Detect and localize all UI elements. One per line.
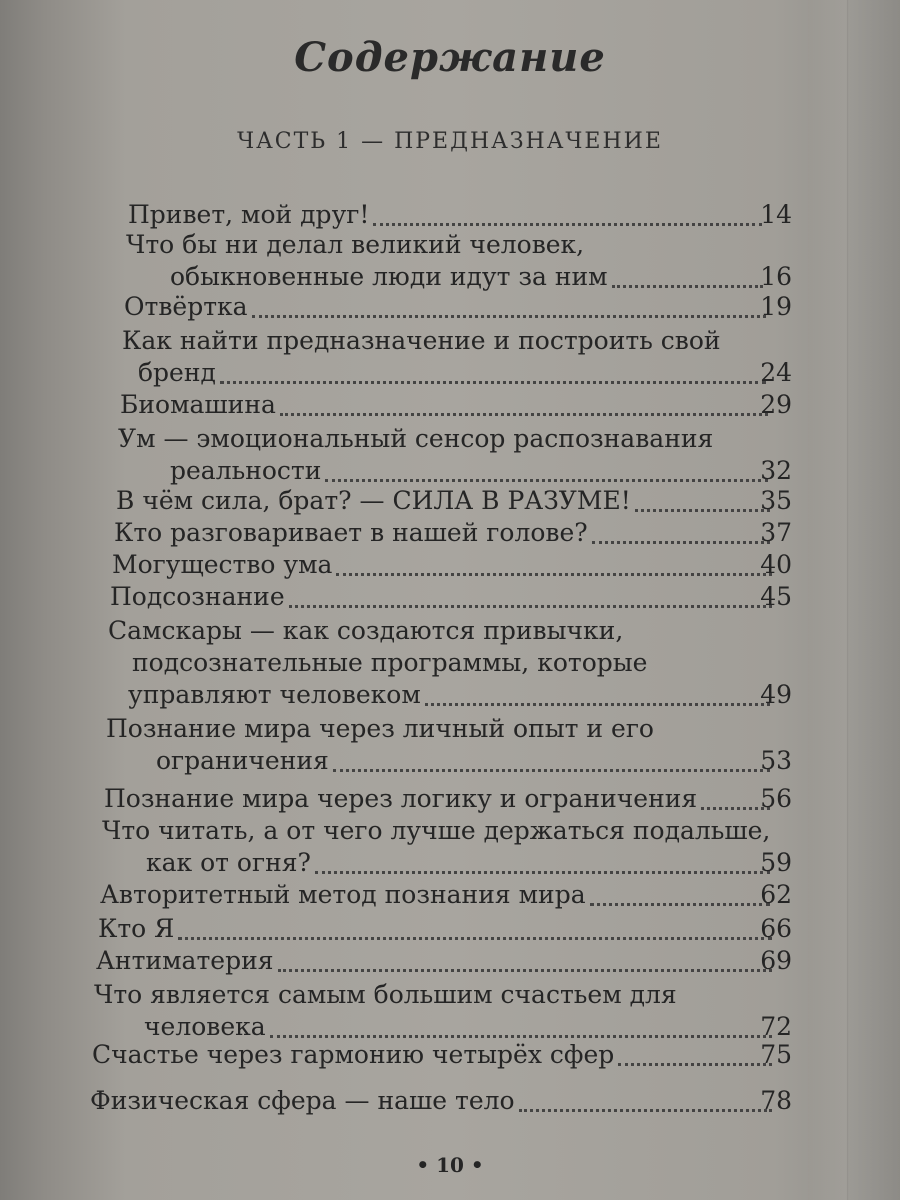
dot-leader — [278, 967, 772, 972]
toc-page-number: 53 — [760, 746, 792, 775]
toc-entry-line: Как найти предназначение и построить свой — [122, 326, 721, 355]
toc-entry-line: Авторитетный метод познания мира — [100, 880, 586, 909]
toc-entry-line: Могущество ума — [112, 550, 333, 579]
toc-page-number: 49 — [760, 680, 792, 709]
dot-leader — [325, 477, 768, 482]
toc-page-number: 37 — [760, 518, 792, 547]
toc-entry-line: бренд — [138, 358, 216, 387]
dot-leader — [519, 1107, 772, 1112]
toc-page-number: 59 — [760, 848, 792, 877]
toc-page-number: 35 — [760, 486, 792, 515]
toc-page-number: 16 — [760, 262, 792, 291]
part-title: ЧАСТЬ 1 — ПРЕДНАЗНАЧЕНИЕ — [237, 129, 663, 154]
toc-entry-line: В чём сила, брат? — СИЛА В РАЗУМЕ! — [116, 486, 631, 515]
toc-page-number: 24 — [760, 358, 792, 387]
toc-entry-line: обыкновенные люди идут за ним — [170, 262, 608, 291]
toc-entry-line: Кто Я — [98, 914, 175, 943]
dot-leader — [333, 767, 770, 772]
dot-leader — [178, 935, 772, 940]
toc-page-number: 56 — [760, 784, 792, 813]
toc-entry-line: Самскары — как создаются привычки, — [108, 616, 624, 645]
toc-entry-line: Познание мира через личный опыт и его — [106, 714, 654, 743]
toc-entry-line: управляют человеком — [128, 680, 421, 709]
toc-entry-line: как от огня? — [146, 848, 311, 877]
toc-page-number: 69 — [760, 946, 792, 975]
toc-entry-line: Привет, мой друг! — [128, 200, 370, 229]
dot-leader — [336, 571, 772, 576]
toc-page-number: 29 — [760, 390, 792, 419]
page-title: Содержание — [294, 34, 606, 81]
toc-entry-line: Что читать, а от чего лучше держаться подальше, — [102, 816, 771, 845]
toc-entry-line: Физическая сфера — наше тело — [90, 1086, 515, 1115]
toc-entry-line: Что является самым большим счастьем для — [94, 980, 677, 1009]
toc-page-number: 14 — [760, 200, 792, 229]
toc-page-number: 45 — [760, 582, 792, 611]
dot-leader — [373, 221, 762, 226]
toc-entry-line: Ум — эмоциональный сенсор распознавания — [118, 424, 714, 453]
toc-entry-line: ограничения — [156, 746, 329, 775]
dot-leader — [280, 411, 768, 416]
dot-leader — [425, 701, 770, 706]
page-number-footer: • 10 • — [416, 1153, 484, 1177]
dot-leader — [315, 869, 770, 874]
toc-page-number: 19 — [760, 292, 792, 321]
toc-entry-line: Подсознание — [110, 582, 285, 611]
toc-entry-line: человека — [144, 1012, 266, 1041]
toc-entry-line: Отвёртка — [124, 292, 248, 321]
toc-entry-line: Биомашина — [120, 390, 276, 419]
toc-page-number: 72 — [760, 1012, 792, 1041]
toc-page-number: 62 — [760, 880, 792, 909]
toc-page-number: 78 — [760, 1086, 792, 1115]
toc-entry-line: Познание мира через логику и ограничения — [104, 784, 698, 813]
dot-leader — [252, 313, 766, 318]
toc-page-number: 40 — [760, 550, 792, 579]
toc-page-number: 75 — [760, 1040, 792, 1069]
toc-entry-line: Антиматерия — [96, 946, 274, 975]
toc-entry-line: Что бы ни делал великий человек, — [126, 230, 585, 259]
dot-leader — [289, 603, 772, 608]
toc-entry-line: Счастье через гармонию четырёх сфер — [92, 1040, 615, 1069]
toc-entry-line: реальности — [170, 456, 322, 485]
toc-entry-line: Кто разговаривает в нашей голове? — [114, 518, 588, 547]
toc-entry-line: подсознательные программы, которые — [132, 648, 648, 677]
toc-page-number: 66 — [760, 914, 792, 943]
toc-page-number: 32 — [760, 456, 792, 485]
dot-leader — [220, 379, 766, 384]
